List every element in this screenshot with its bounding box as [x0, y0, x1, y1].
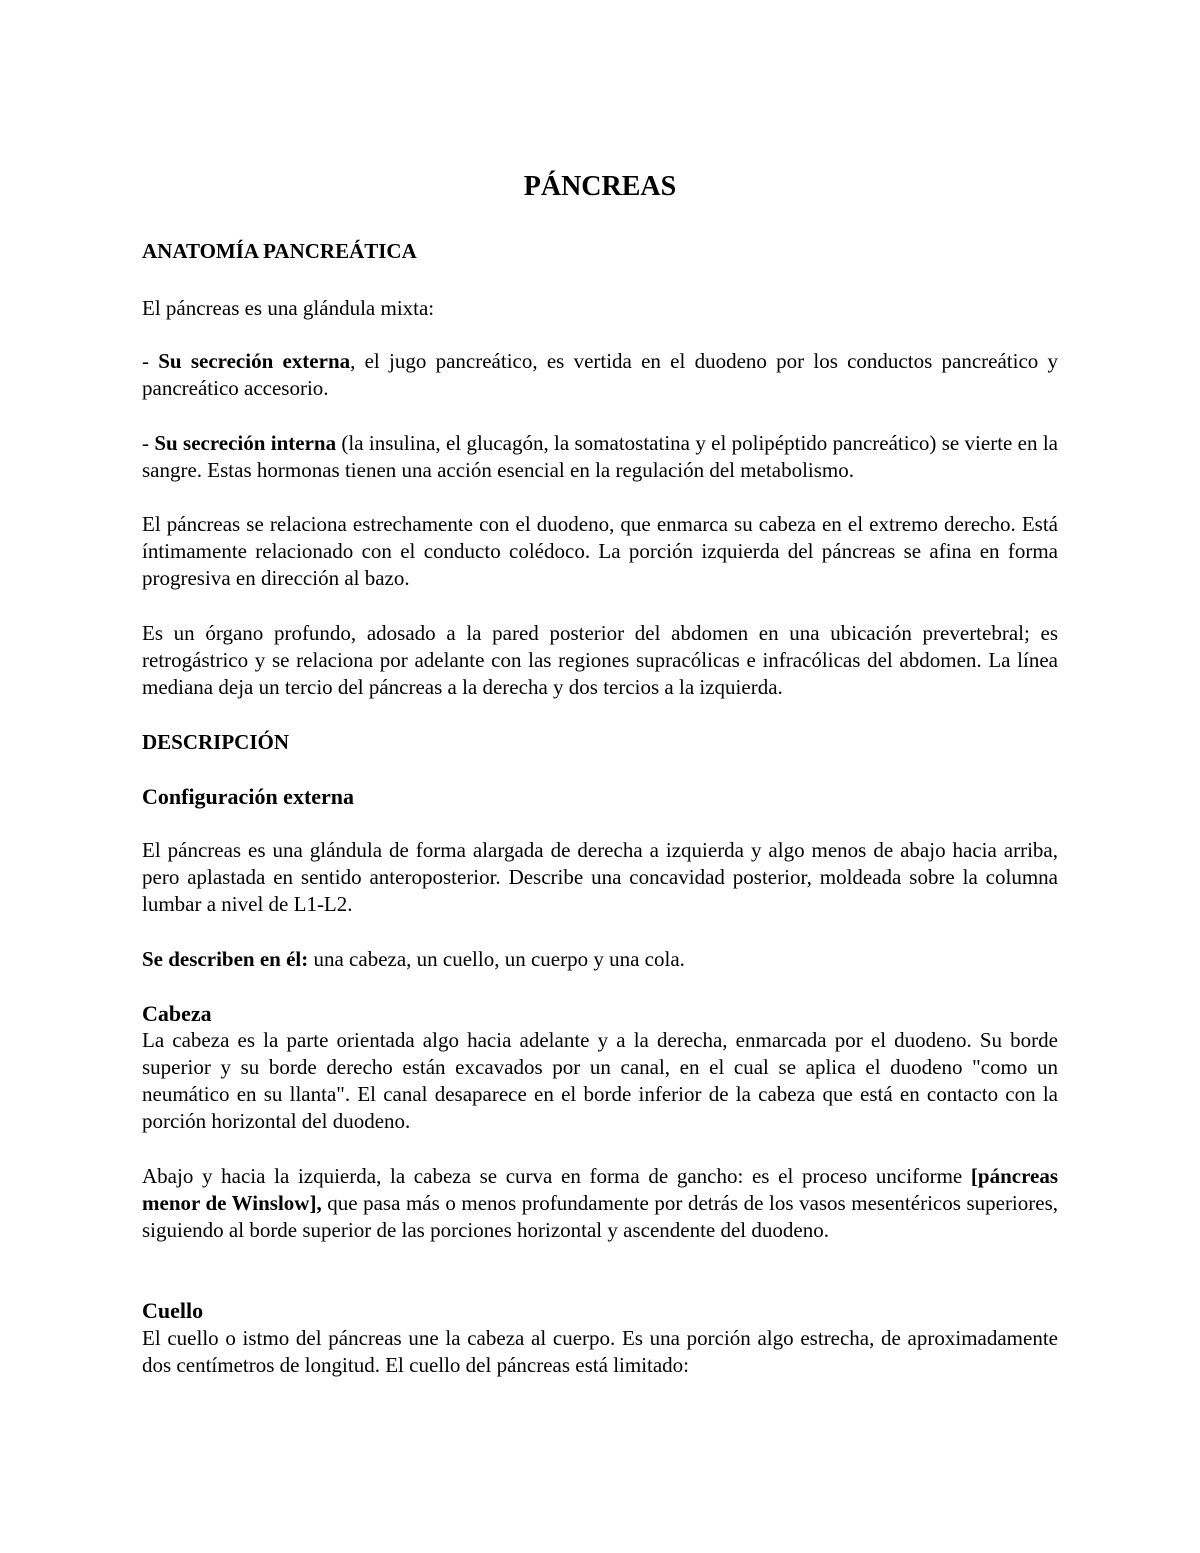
parts-paragraph: Se describen en él: una cabeza, un cuello, un cuerpo y una cola. — [142, 947, 685, 971]
page-title: PÁNCREAS — [523, 171, 677, 202]
cabeza-paragraph-1: La cabeza es la parte orientada algo hacia adelante y a la derecha, enmarcada por el duodeno. Su borde superior y su borde derecho están excavados por un canal, en el cual se aplica el duodeno "como un neumático en su llanta". El canal desaparece en el borde inferior de la cabeza que está en contacto con la porción horizontal del duodeno. — [142, 1028, 1058, 1133]
cuello-paragraph-1: El cuello o istmo del páncreas une la cabeza al cuerpo. Es una porción algo estrecha, de aproximadamente dos centímetros de longitud. El cuello del páncreas está limitado: — [142, 1326, 1058, 1377]
external-secretion-paragraph: - Su secreción externa, el jugo pancreático, es vertida en el duodeno por los conductos pancreático y pancreático accesorio. — [142, 349, 1058, 400]
internal-secretion-paragraph: - Su secreción interna (la insulina, el glucagón, la somatostatina y el polipéptido pancreático) se vierte en la sangre. Estas hormonas tienen una acción esencial en la regulación del metabolismo. — [142, 431, 1058, 482]
cabeza-paragraph-2: Abajo y hacia la izquierda, la cabeza se curva en forma de gancho: es el proceso unciforme [páncreas menor de Winslow], que pasa más o menos profundamente por detrás de los vasos mesentéricos superiores, siguiendo al borde superior de las porciones horizontal y ascendente del duodeno. — [142, 1164, 1059, 1242]
intro-paragraph: El páncreas es una glándula mixta: — [142, 296, 435, 320]
section-heading-anatomia: ANATOMÍA PANCREÁTICA — [142, 239, 417, 263]
subheading-cabeza: Cabeza — [142, 1001, 212, 1026]
organ-paragraph: Es un órgano profundo, adosado a la pared posterior del abdomen en una ubicación prevertebral; es retrogástrico y se relaciona por adelante con las regiones supracólicas e infracólicas del abdomen. La línea mediana deja un tercio del páncreas a la derecha y dos tercios a la izquierda. — [142, 621, 1058, 699]
shape-paragraph: El páncreas es una glándula de forma alargada de derecha a izquierda y algo menos de abajo hacia arriba, pero aplastada en sentido anteroposterior. Describe una concavidad posterior, moldeada sobre la columna lumbar a nivel de L1-L2. — [142, 838, 1058, 916]
subheading-configuracion: Configuración externa — [142, 784, 355, 809]
section-heading-descripcion: DESCRIPCIÓN — [142, 730, 290, 754]
relation-paragraph: El páncreas se relaciona estrechamente con el duodeno, que enmarca su cabeza en el extremo derecho. Está íntimamente relacionado con el conducto colédoco. La porción izquierda del páncreas se afina en forma progresiva en dirección al bazo. — [142, 512, 1058, 590]
subheading-cuello: Cuello — [142, 1298, 204, 1323]
